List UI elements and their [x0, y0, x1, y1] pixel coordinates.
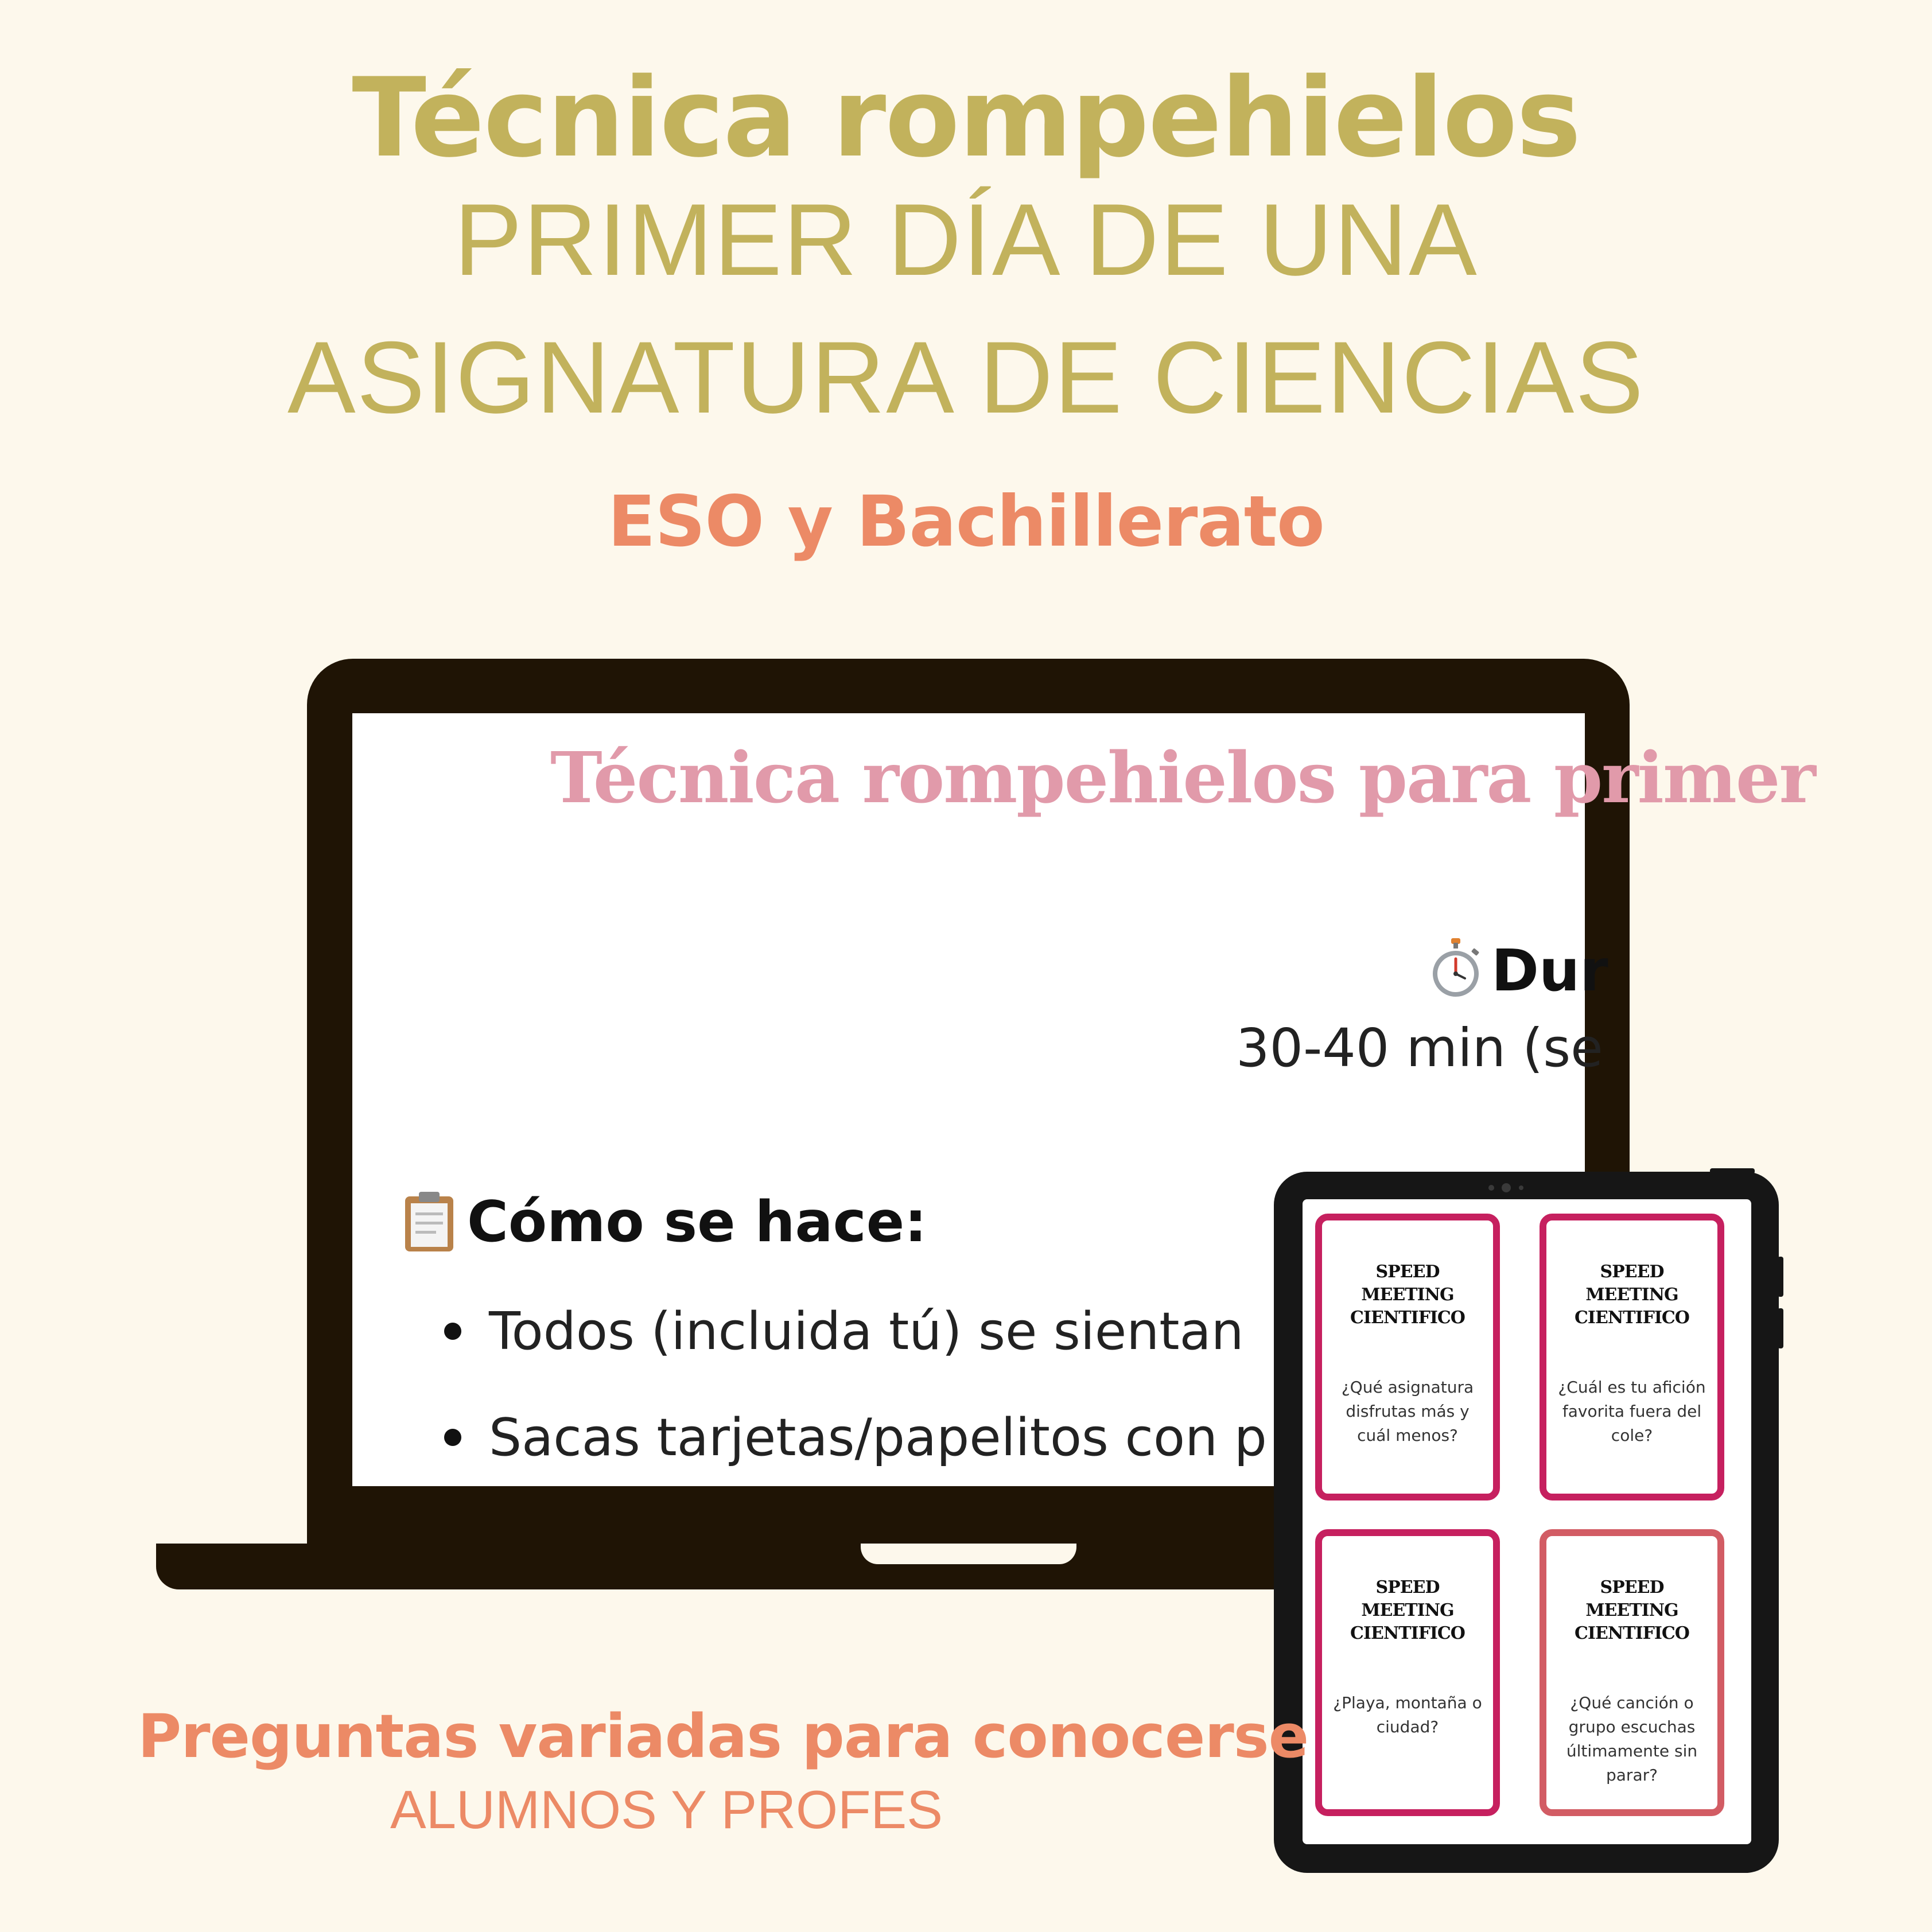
subtitle-line-1: PRIMER DÍA DE UNA	[454, 182, 1478, 297]
card-title: SPEED MEETING CIENTIFICO	[1350, 1577, 1465, 1643]
question-card[interactable]	[1540, 1529, 1724, 1816]
bullet-dot	[444, 1323, 461, 1340]
page-title: Técnica rompehielos	[352, 55, 1580, 181]
list-item-text: Sacas tarjetas/papelitos con p	[489, 1408, 1267, 1468]
clipboard-icon	[403, 1189, 456, 1253]
footer-subtitle: ALUMNOS Y PROFES	[390, 1779, 943, 1840]
document-title: Técnica rompehielos para primer	[550, 736, 1815, 819]
card-question: ¿Qué canción o grupo escuchas últimamente sin parar?	[1566, 1693, 1698, 1785]
footer-title: Preguntas variadas para conocerse	[138, 1701, 1309, 1771]
question-card[interactable]	[1315, 1529, 1500, 1816]
howto-heading: Cómo se hace:	[467, 1189, 927, 1255]
list-item	[444, 1301, 1244, 1362]
laptop-notch	[861, 1544, 1076, 1564]
camera-icon	[1483, 1182, 1529, 1194]
card-question: ¿Playa, montaña o ciudad?	[1333, 1693, 1482, 1736]
question-card[interactable]	[1540, 1214, 1724, 1500]
card-question: ¿Qué asignatura disfrutas más y cuál menos?	[1341, 1378, 1474, 1445]
list-item-text: Todos (incluida tú) se sientan	[489, 1301, 1244, 1362]
duration-label: Dur	[1491, 937, 1608, 1004]
level-label: ESO y Bachillerato	[608, 481, 1324, 562]
bullet-dot	[444, 1429, 461, 1446]
tablet-button	[1778, 1257, 1783, 1297]
subtitle-line-2: ASIGNATURA DE CIENCIAS	[287, 320, 1645, 434]
card-question: ¿Cuál es tu afición favorita fuera del cole?	[1558, 1378, 1706, 1445]
tablet-button	[1778, 1308, 1783, 1348]
duration-value: 30-40 min (se	[1236, 1017, 1603, 1079]
question-card[interactable]	[1315, 1214, 1500, 1500]
card-title: SPEED MEETING CIENTIFICO	[1575, 1577, 1689, 1643]
stopwatch-icon	[1427, 937, 1484, 1000]
card-title: SPEED MEETING CIENTIFICO	[1575, 1262, 1689, 1328]
list-item	[444, 1408, 1267, 1468]
card-title: SPEED MEETING CIENTIFICO	[1350, 1262, 1465, 1328]
